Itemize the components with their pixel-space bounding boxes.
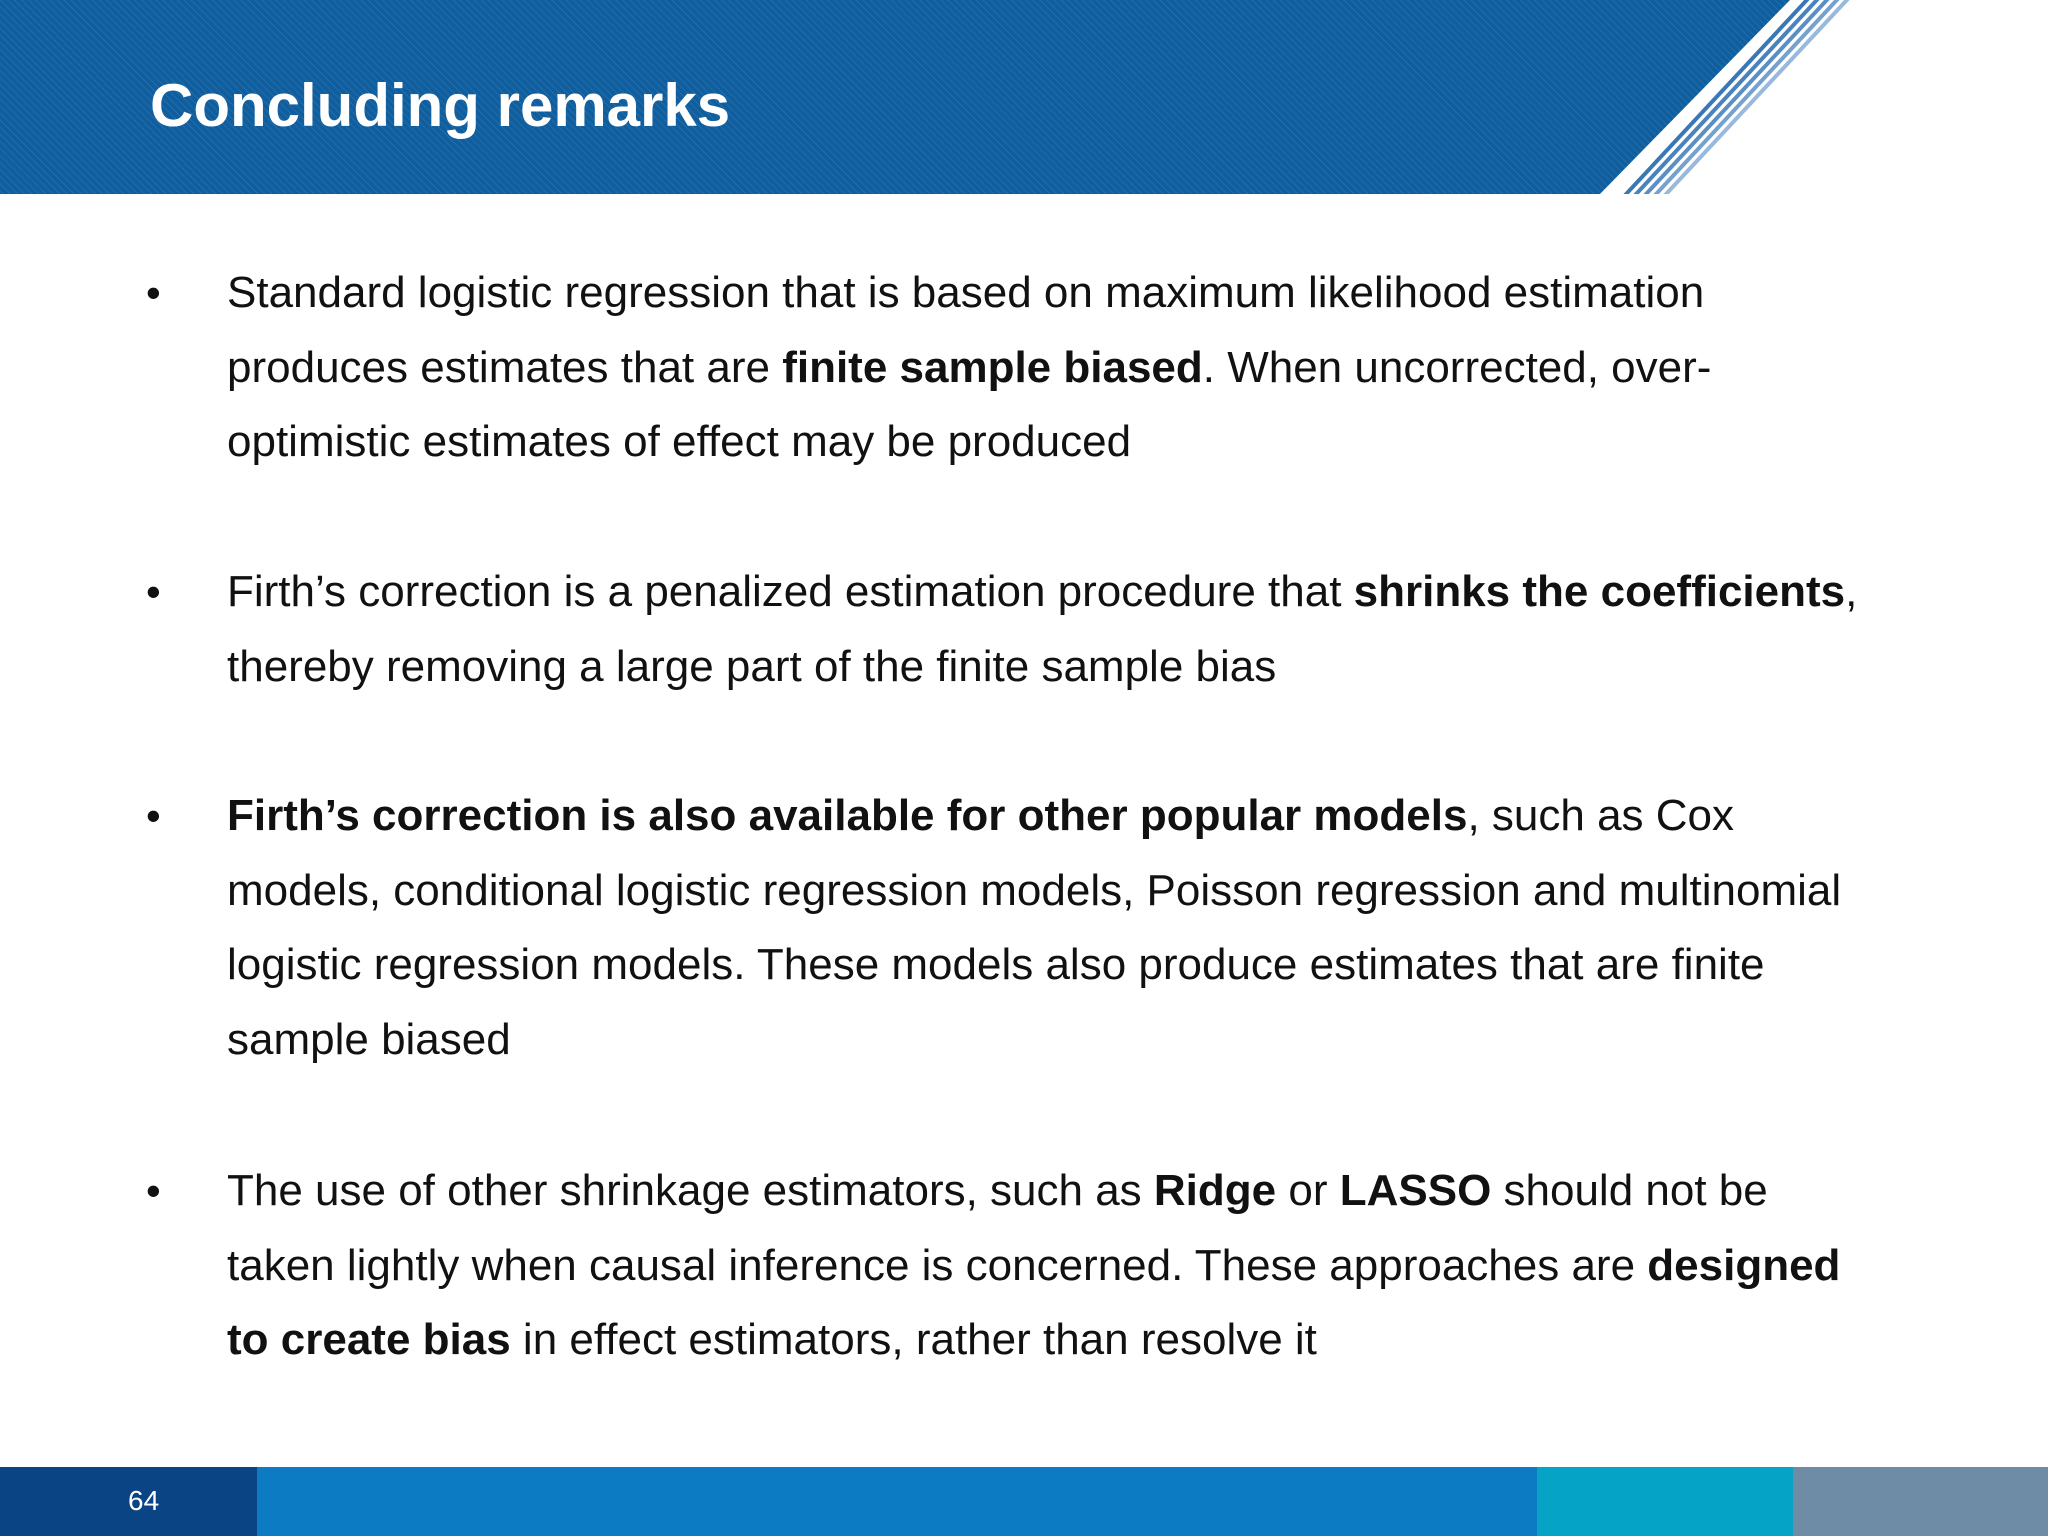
footer-segment-blue: [257, 1467, 1537, 1536]
bullet-text-segment: The use of other shrinkage estimators, such as: [227, 1166, 1154, 1215]
footer-segment-gray-blue: [1793, 1467, 2048, 1536]
bullet-marker: •: [146, 269, 161, 316]
bullet-text-bold: LASSO: [1339, 1166, 1492, 1215]
bullet-text-segment: Standard logistic regression that is based on maximum likelihood estimation produces estimates that are: [227, 268, 1705, 392]
page-number: 64: [128, 1485, 160, 1516]
footer-bar: [0, 1467, 2048, 1536]
slide-title: Concluding remarks: [150, 72, 731, 139]
bullet-text: [227, 256, 1877, 480]
bullet-text: [227, 779, 1877, 1077]
bullet-text-segment: , such as Cox models, conditional logistic regression models, Poisson regression and multinomial logistic regression models. These models also produce estimates that are finite sample biased: [227, 791, 1842, 1064]
bullet-text-bold: Firth’s correction is also available for other popular models: [227, 791, 1468, 840]
bullet-marker: •: [146, 1167, 161, 1214]
bullet-text-segment: or: [1276, 1166, 1340, 1215]
bullet-text-segment: in effect estimators, rather than resolve it: [510, 1315, 1317, 1364]
bullet-text-segment: should not be taken lightly when causal inference is concerned. These approaches are: [227, 1166, 1768, 1290]
bullet-text: [227, 1154, 1877, 1378]
bullet-text: [227, 555, 1877, 704]
bullet-text-bold: Ridge: [1153, 1166, 1277, 1215]
bullet-marker: •: [146, 568, 161, 615]
bullet-text-segment: , thereby removing a large part of the finite sample bias: [227, 567, 1858, 691]
bullet-text-bold: shrinks the coefficients: [1353, 567, 1846, 616]
bullet-text-segment: Firth’s correction is a penalized estimation procedure that: [227, 567, 1354, 616]
bullet-text-bold: designed to create bias: [227, 1240, 1841, 1364]
bullet-marker: •: [146, 792, 161, 839]
bullet-text-segment: . When uncorrected, over-optimistic estimates of effect may be produced: [227, 342, 1712, 466]
footer-segment-teal: [1537, 1467, 1793, 1536]
bullet-text-bold: finite sample biased: [782, 342, 1203, 392]
